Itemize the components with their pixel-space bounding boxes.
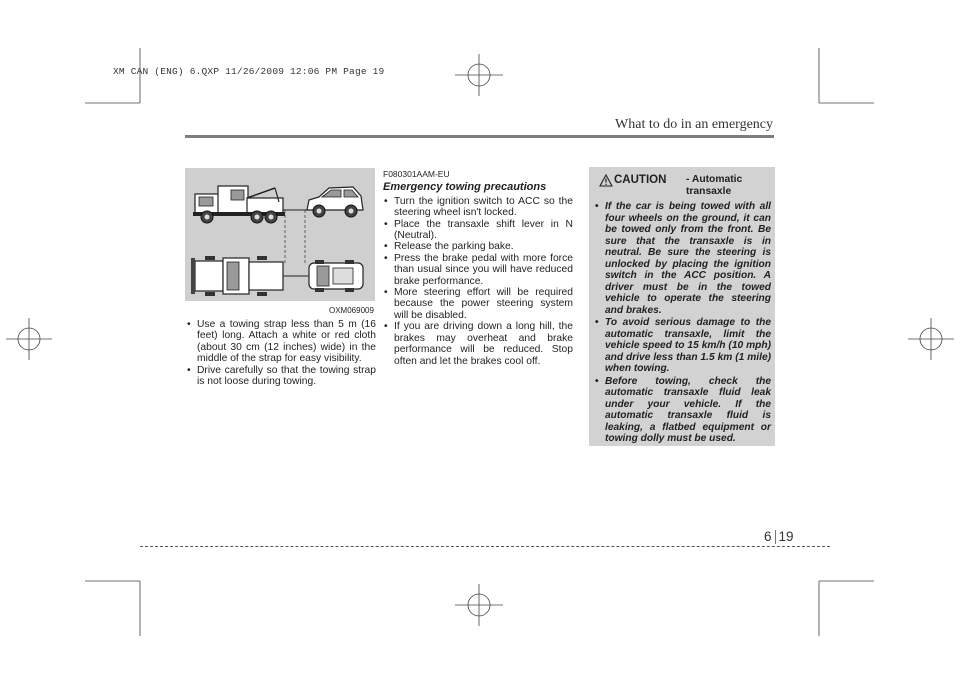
print-slug: XM CAN (ENG) 6.QXP 11/26/2009 12:06 PM Page 19 xyxy=(113,66,385,77)
figure-code: OXM069009 xyxy=(329,306,374,315)
list-item: • Turn the ignition switch to ACC so the steering wheel isn't locked. xyxy=(383,196,573,219)
registration-mark-right xyxy=(908,318,954,360)
list-item: • Drive carefully so that the towing strap is not loose during towing. xyxy=(186,365,376,388)
header-rule xyxy=(185,135,774,138)
suv-top-icon xyxy=(309,260,363,292)
section-heading: Emergency towing precautions xyxy=(383,181,547,194)
caution-title: CAUTION xyxy=(614,174,667,186)
page-number xyxy=(764,529,794,544)
warning-triangle-icon xyxy=(599,174,613,187)
caution-box xyxy=(589,167,775,446)
reference-code: F080301AAM-EU xyxy=(383,169,450,179)
chapter-number: 6 xyxy=(764,529,772,544)
caution-item: • To avoid serious damage to the automatic transaxle, limit the vehicle speed to 15 km/h (10 mph) and drive less than 1.5 km (1 mile) when towing. xyxy=(595,317,771,375)
left-column xyxy=(186,319,376,387)
list-item: • Place the transaxle shift lever in N (Neutral). xyxy=(383,219,573,242)
caution-subtitle: - Automatic transaxle xyxy=(686,174,743,197)
suv-side-icon xyxy=(307,187,363,217)
list-item: • Press the brake pedal with more force than usual since you will have reduced brake performance. xyxy=(383,253,573,287)
tow-truck-side-icon xyxy=(193,186,285,223)
registration-mark-left xyxy=(6,318,52,360)
tow-truck-top-icon xyxy=(191,256,283,296)
registration-mark-top xyxy=(455,54,503,96)
section-title: What to do in an emergency xyxy=(615,117,773,132)
list-item: • Use a towing strap less than 5 m (16 feet) long. Attach a white or red cloth (about 30 cm (12 inches) wide) in the middle of the strap for easy visibility. xyxy=(186,319,376,365)
page-number-value: 19 xyxy=(778,529,794,544)
list-item: • If you are driving down a long hill, the brakes may overheat and brake performance will be reduced. Stop often and let the brakes cool off. xyxy=(383,321,573,367)
list-item: • Release the parking bake. xyxy=(383,241,573,252)
towing-illustration xyxy=(185,168,375,301)
registration-mark-bottom xyxy=(455,584,503,626)
list-item: • More steering effort will be required because the power steering system will be disabled. xyxy=(383,287,573,321)
footer-rule xyxy=(140,546,830,547)
caution-item: • If the car is being towed with all four wheels on the ground, it can be towed only from the front. Be sure that the transaxle is in neutral. Be sure the steering is unlocked by placing the ignition switch in the ACC position. A driver must be in the towed vehicle to operate the steering and brakes. xyxy=(595,201,771,316)
middle-column xyxy=(383,169,573,367)
caution-item: • Before towing, check the automatic transaxle fluid leak under your vehicle. If the automatic transaxle fluid is leaking, a flatbed equipment or towing dolly must be used. xyxy=(595,376,771,445)
